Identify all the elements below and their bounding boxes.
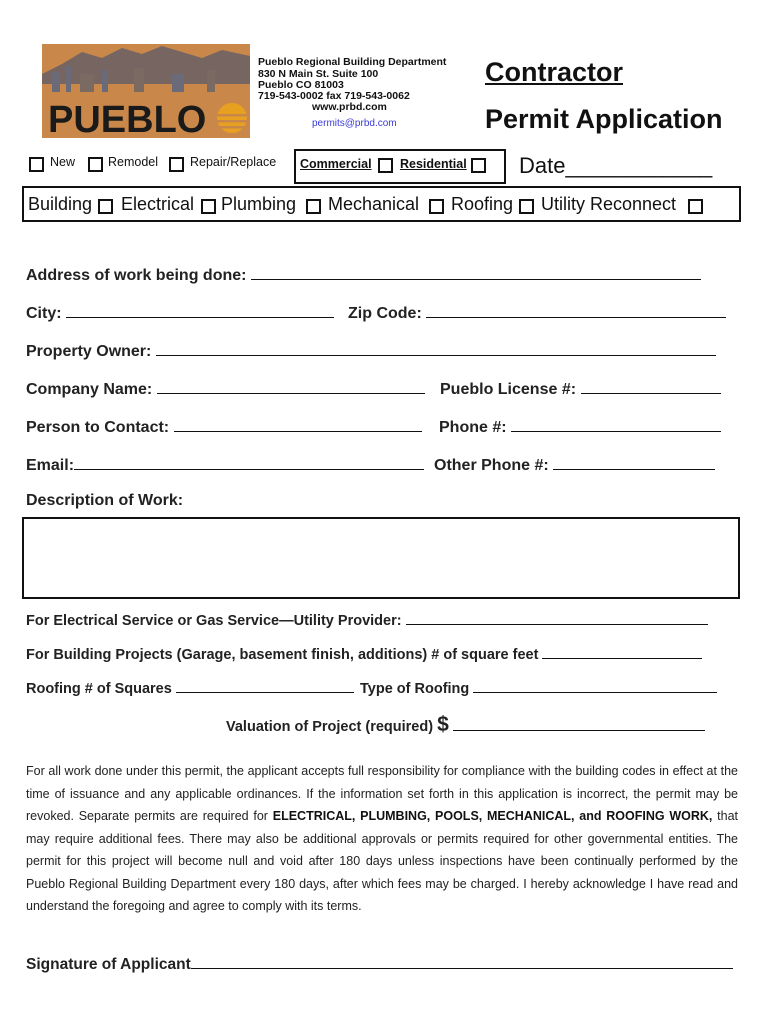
residential-label: Residential: [400, 157, 467, 171]
electrical-checkbox[interactable]: [201, 199, 216, 214]
signature-row[interactable]: [26, 954, 733, 974]
phone-line[interactable]: [511, 417, 721, 432]
license-label: Pueblo License #:: [440, 381, 577, 398]
date-field[interactable]: Date____________: [519, 153, 713, 178]
form-title-permit: Permit Application: [485, 104, 723, 134]
company-field-row[interactable]: [26, 379, 425, 399]
address-line[interactable]: [251, 265, 701, 280]
type-roofing-line[interactable]: [473, 678, 717, 693]
terms-part2: that may require additional fees. There may also be additional approvals or permits required for other governmental entities. The permit for this project will become null and void after 180 days unless inspections have been continually performed by the Pueblo Regional Building Department every 180 days, after which fees may be charged. I hereby acknowledge I have read and understand the foregoing and agree to comply with its terms.: [26, 809, 738, 913]
email-field-row[interactable]: [26, 455, 424, 475]
license-line[interactable]: [581, 379, 721, 394]
building-label: Building: [28, 194, 93, 214]
license-field-row[interactable]: [440, 379, 721, 399]
dept-email-link[interactable]: permits@prbd.com: [312, 118, 397, 129]
electrical-label: Electrical: [121, 194, 195, 214]
phone-field-row[interactable]: [439, 417, 721, 437]
square-feet-row[interactable]: [26, 644, 702, 663]
repair-checkbox[interactable]: [169, 157, 184, 172]
contact-field-row[interactable]: [26, 417, 422, 437]
dept-website[interactable]: www.prbd.com: [312, 101, 387, 113]
zip-field-row[interactable]: [348, 303, 726, 323]
remodel-label: Remodel: [108, 155, 159, 169]
signature-line[interactable]: [191, 954, 733, 969]
terms-part1: For all work done under this permit, the applicant accepts full responsibility for compliance with the building codes in effect at the time of issuance and any applicable ordinances. If the information set forth in this application is incorrect, the permit may be revoked. Separate permits are required for: [26, 764, 738, 823]
zip-label: Zip Code:: [348, 305, 422, 322]
other-phone-label: Other Phone #:: [434, 457, 549, 474]
terms-bold: ELECTRICAL, PLUMBING, POOLS, MECHANICAL, and ROOFING WORK,: [272, 809, 713, 823]
owner-field-row[interactable]: [26, 341, 716, 361]
dollar-sign: $: [437, 713, 449, 736]
square-feet-line[interactable]: [542, 644, 702, 659]
city-label: City:: [26, 305, 62, 322]
new-label: New: [50, 155, 76, 169]
description-label: Description of Work:: [26, 492, 184, 509]
type-roofing-label: Type of Roofing: [360, 681, 470, 697]
city-field-row[interactable]: [26, 303, 334, 323]
address-label: Address of work being done:: [26, 267, 247, 284]
plumbing-label: Plumbing: [221, 194, 297, 214]
owner-line[interactable]: [156, 341, 716, 356]
address-field-row[interactable]: [26, 265, 701, 285]
logo-text: PUEBLO: [48, 99, 207, 138]
commercial-label: Commercial: [300, 157, 372, 171]
terms-paragraph: [26, 760, 738, 918]
utility-provider-row[interactable]: [26, 610, 708, 629]
pueblo-logo: [42, 44, 250, 138]
contact-label: Person to Contact:: [26, 419, 170, 436]
new-checkbox[interactable]: [29, 157, 44, 172]
repair-label: Repair/Replace: [190, 155, 277, 169]
company-line[interactable]: [157, 379, 425, 394]
building-checkbox[interactable]: [98, 199, 113, 214]
phone-label: Phone #:: [439, 419, 507, 436]
email-line[interactable]: [74, 455, 424, 470]
roofing-squares-label: Roofing # of Squares: [26, 681, 172, 697]
zip-line[interactable]: [426, 303, 726, 318]
dept-phone: 719-543-0002 fax 719-543-0062: [258, 90, 410, 102]
signature-label: Signature of Applicant: [26, 956, 191, 973]
remodel-checkbox[interactable]: [88, 157, 103, 172]
contact-line[interactable]: [174, 417, 422, 432]
roofing-squares-row[interactable]: [26, 678, 354, 697]
dept-name: Pueblo Regional Building Department: [258, 56, 447, 68]
logo-wordmark: [48, 99, 206, 138]
email-label: Email:: [26, 457, 75, 474]
valuation-line[interactable]: [453, 716, 705, 731]
valuation-row[interactable]: [226, 713, 705, 737]
utility-provider-label: For Electrical Service or Gas Service—Utility Provider:: [26, 613, 402, 629]
mechanical-label: Mechanical: [328, 194, 420, 214]
description-textarea[interactable]: [22, 517, 740, 599]
company-label: Company Name:: [26, 381, 153, 398]
mechanical-checkbox[interactable]: [429, 199, 444, 214]
plumbing-checkbox[interactable]: [306, 199, 321, 214]
owner-label: Property Owner:: [26, 343, 152, 360]
other-phone-field-row[interactable]: [434, 455, 715, 475]
roofing-squares-line[interactable]: [176, 678, 354, 693]
utility-provider-line[interactable]: [406, 610, 708, 625]
roofing-checkbox[interactable]: [519, 199, 534, 214]
valuation-label: Valuation of Project (required): [226, 719, 434, 735]
residential-checkbox[interactable]: [471, 158, 486, 173]
city-line[interactable]: [66, 303, 334, 318]
dept-address2: Pueblo CO 81003: [258, 79, 344, 91]
utility-label: Utility Reconnect: [541, 194, 677, 214]
form-title-contractor: Contractor: [485, 57, 624, 87]
commercial-checkbox[interactable]: [378, 158, 393, 173]
dept-address1: 830 N Main St. Suite 100: [258, 68, 379, 80]
roofing-label: Roofing: [451, 194, 514, 214]
square-feet-label: For Building Projects (Garage, basement finish, additions) # of square feet: [26, 647, 539, 663]
type-roofing-row[interactable]: [360, 678, 717, 697]
other-phone-line[interactable]: [553, 455, 715, 470]
utility-checkbox[interactable]: [688, 199, 703, 214]
